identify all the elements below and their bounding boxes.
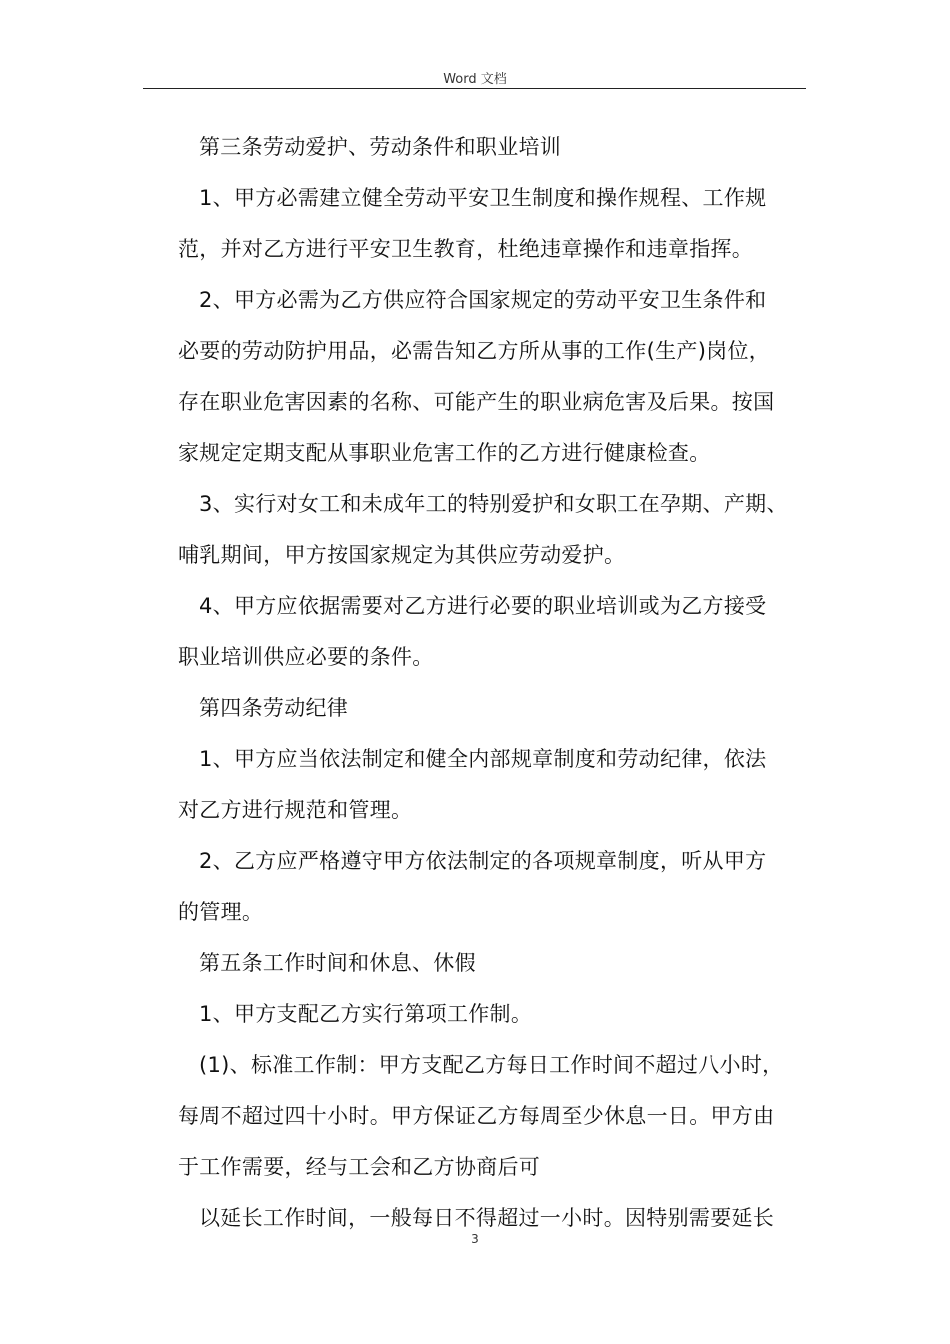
text-line: 的管理。 — [178, 900, 264, 924]
text-line: 职业培训供应必要的条件。 — [178, 645, 434, 669]
text-line: 1、甲方必需建立健全劳动平安卫生制度和操作规程、工作规 — [199, 186, 767, 210]
text-line: 4、甲方应依据需要对乙方进行必要的职业培训或为乙方接受 — [199, 594, 767, 618]
text-line: 3、实行对女工和未成年工的特别爱护和女职工在孕期、产期、 — [199, 492, 788, 516]
page-header-title: Word 文档 — [443, 72, 507, 87]
text-line: 每周不超过四十小时。甲方保证乙方每周至少休息一日。甲方由 — [178, 1104, 775, 1128]
header-divider — [143, 88, 806, 89]
text-line: (1)、标准工作制：甲方支配乙方每日工作时间不超过八小时， — [199, 1053, 784, 1077]
text-line: 第五条工作时间和休息、休假 — [199, 951, 476, 975]
document-body — [178, 122, 808, 1244]
text-line: 哺乳期间，甲方按国家规定为其供应劳动爱护。 — [178, 543, 626, 567]
text-line: 必要的劳动防护用品，必需告知乙方所从事的工作(生产)岗位， — [178, 339, 771, 363]
text-line: 范，并对乙方进行平安卫生教育，杜绝违章操作和违章指挥。 — [178, 237, 754, 261]
text-line: 家规定定期支配从事职业危害工作的乙方进行健康检查。 — [178, 441, 711, 465]
text-line: 以延长工作时间，一般每日不得超过一小时。因特别需要延长 — [199, 1206, 775, 1230]
text-line: 存在职业危害因素的名称、可能产生的职业病危害及后果。按国 — [178, 390, 775, 414]
text-line: 第三条劳动爱护、劳动条件和职业培训 — [199, 135, 562, 159]
page-number: 3 — [471, 1232, 479, 1246]
text-line: 于工作需要，经与工会和乙方协商后可 — [178, 1155, 541, 1179]
text-line: 2、甲方必需为乙方供应符合国家规定的劳动平安卫生条件和 — [199, 288, 767, 312]
text-line: 对乙方进行规范和管理。 — [178, 798, 413, 822]
text-line: 第四条劳动纪律 — [199, 696, 349, 720]
text-line: 1、甲方应当依法制定和健全内部规章制度和劳动纪律，依法 — [199, 747, 767, 771]
text-line: 2、乙方应严格遵守甲方依法制定的各项规章制度，听从甲方 — [199, 849, 767, 873]
text-line: 1、甲方支配乙方实行第项工作制。 — [199, 1002, 533, 1026]
